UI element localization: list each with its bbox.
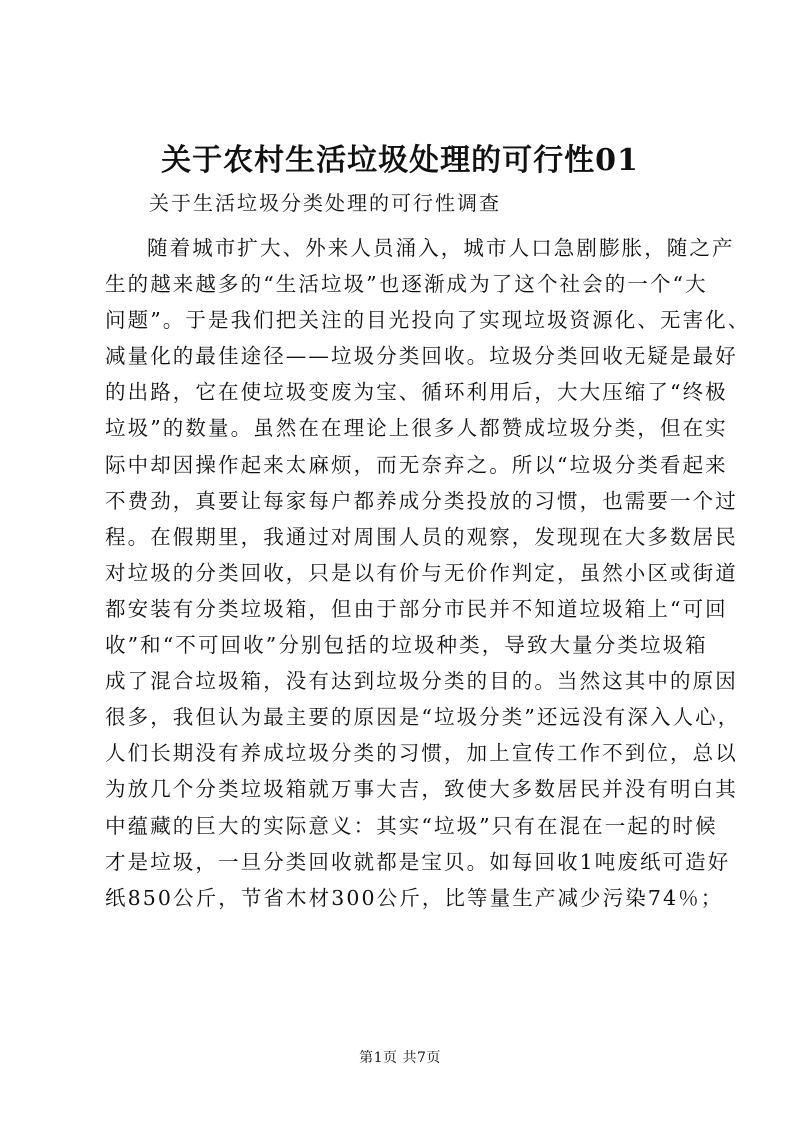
- body-line: 为放几个分类垃圾箱就万事大吉，致使大多数居民并没有明白其: [105, 777, 738, 802]
- body-line: 纸850公斤，节省木材300公斤，比等量生产减少污染74％；: [105, 885, 724, 910]
- body-line: 才是垃圾，一旦分类回收就都是宝贝。如每回收1吨废纸可造好: [105, 849, 731, 874]
- body-line: 际中却因操作起来太麻烦，而无奈弃之。所以“垃圾分类看起来: [105, 452, 728, 477]
- body-paragraph: [105, 230, 751, 916]
- body-line: 的出路，它在使垃圾变废为宝、循环利用后，大大压缩了“终极: [105, 380, 728, 405]
- document-title: 关于农村生活垃圾处理的可行性01: [161, 143, 639, 178]
- body-line: 问题”。于是我们把关注的目光投向了实现垃圾资源化、无害化、: [105, 308, 751, 333]
- body-line: 对垃圾的分类回收，只是以有价与无价作判定，虽然小区或街道: [105, 560, 738, 585]
- body-line: 成了混合垃圾箱，没有达到垃圾分类的目的。当然这其中的原因: [105, 669, 738, 694]
- page-number-footer: 第1页 共7页: [359, 1050, 441, 1066]
- body-line: 人们长期没有养成垃圾分类的习惯，加上宣传工作不到位，总以: [105, 741, 738, 766]
- body-line: 减量化的最佳途径——垃圾分类回收。垃圾分类回收无疑是最好: [105, 344, 738, 369]
- body-line: 随着城市扩大、外来人员涌入，城市人口急剧膨胀，随之产: [147, 236, 735, 260]
- body-line: 很多，我但认为最主要的原因是“垃圾分类”还远没有深入人心，: [105, 705, 741, 730]
- body-line: 生的越来越多的“生活垃圾”也逐渐成为了这个社会的一个“大: [105, 272, 708, 297]
- body-line: 中蕴藏的巨大的实际意义：其实“垃圾”只有在混在一起的时候: [105, 813, 718, 838]
- body-line: 垃圾”的数量。虽然在在理论上很多人都赞成垃圾分类，但在实: [105, 416, 728, 441]
- body-line: 都安装有分类垃圾箱，但由于部分市民并不知道垃圾箱上“可回: [105, 596, 728, 621]
- body-line: 程。在假期里，我通过对周围人员的观察，发现现在大多数居民: [105, 524, 738, 549]
- body-line: 收”和“不可回收”分别包括的垃圾种类，导致大量分类垃圾箱: [105, 633, 708, 658]
- document-subtitle: 关于生活垃圾分类处理的可行性调查: [149, 191, 501, 215]
- body-line: 不费劲，真要让每家每户都养成分类投放的习惯，也需要一个过: [105, 488, 738, 513]
